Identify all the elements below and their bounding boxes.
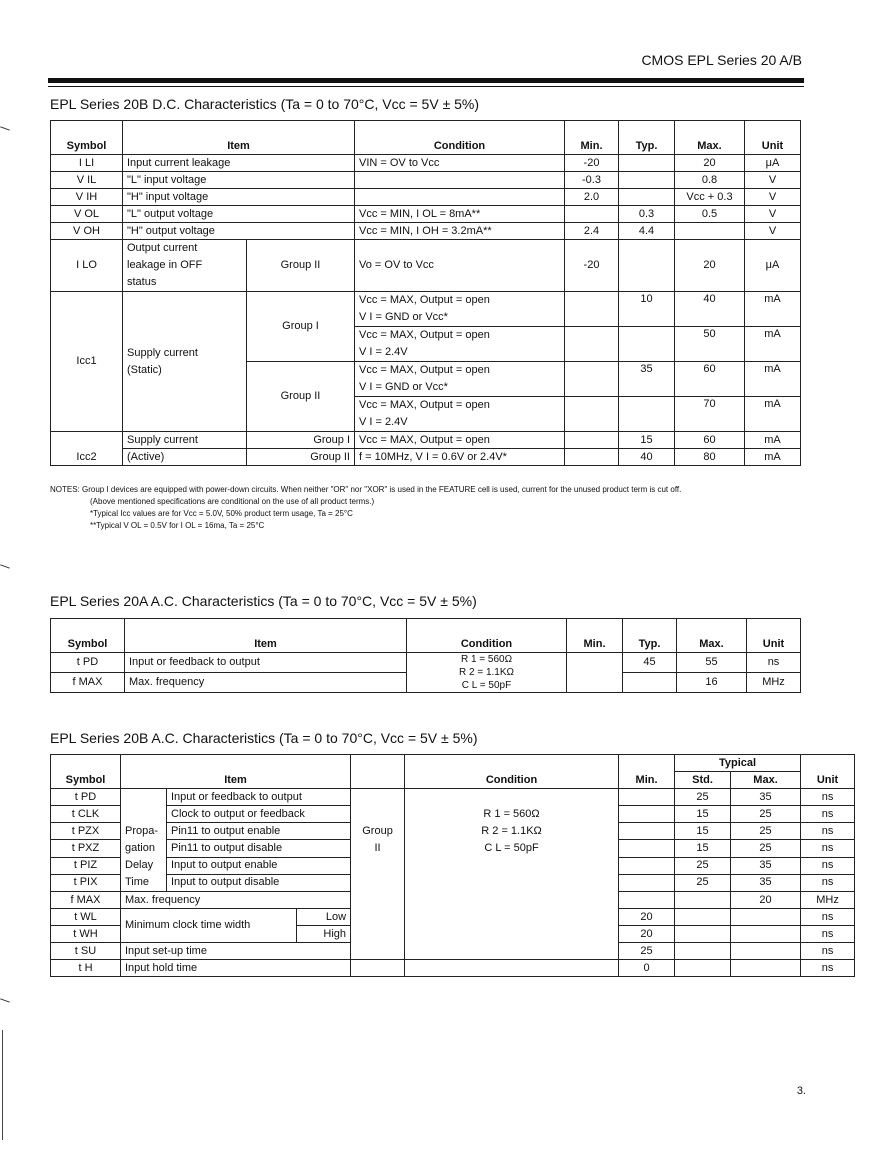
ac20b-header-max: Max. [731,772,801,789]
dc-icc1-min [565,362,619,397]
dc-icc1-cond-line: Vcc = MAX, Output = open [359,399,490,411]
dc-condition: Vcc = MIN, I OH = 3.2mA** [355,223,565,240]
ac20b-max: 25 [731,806,801,823]
dc-icc1-symbol: Icc1 [51,292,123,432]
ac20a-table [50,618,801,693]
ac20b-min: 0 [619,960,675,977]
ac20b-min: 20 [619,909,675,926]
ac20b-header-typical: Typical [675,755,801,772]
dc-header-min: Min. [565,121,619,155]
dc-typ [619,172,675,189]
dc-symbol: V IL [51,172,123,189]
dc-item: "H" output voltage [123,223,355,240]
dc-ilo-min: -20 [565,240,619,292]
ac20b-cond-line: C L = 50pF [484,842,539,854]
ac20a-typ: 45 [623,653,677,673]
dc-ilo-item [123,240,247,292]
ac20b-prop-label [121,789,167,892]
ac20b-unit: ns [801,840,855,857]
ac20a-typ [623,673,677,693]
dc-icc1-condition [355,292,565,327]
ac20b-symbol: t PXZ [51,840,121,857]
dc-header-max: Max. [675,121,745,155]
ac20b-unit: ns [801,943,855,960]
ac20a-header-row [51,619,801,653]
ac20a-header-unit: Unit [747,619,801,653]
ac20b-unit: ns [801,874,855,891]
dc-min: 2.4 [565,223,619,240]
dc-icc1-typ [619,397,675,432]
ac20b-group [351,789,405,960]
dc-header-condition: Condition [355,121,565,155]
dc-table [50,120,801,466]
dc-icc1-unit: mA [745,292,801,327]
ac20b-group-line [355,806,400,823]
dc-symbol: I LI [51,155,123,172]
ac20b-prop-line: gation [125,842,155,854]
page-number: 3. [796,1085,806,1097]
ac20b-max [731,909,801,926]
table-row [51,449,801,466]
ac20b-symbol: t PZX [51,823,121,840]
ac20a-item: Input or feedback to output [125,653,407,673]
margin-mark [0,564,10,568]
dc-ilo-symbol: I LO [51,240,123,292]
dc-max: 0.5 [675,206,745,223]
dc-min: -0.3 [565,172,619,189]
ac20b-symbol: t SU [51,943,121,960]
ac20b-max: 35 [731,874,801,891]
header-rule-thin [48,86,804,87]
ac20a-item: Max. frequency [125,673,407,693]
dc-unit: V [745,189,801,206]
ac20b-blank [351,960,405,977]
dc-icc1-max: 50 [675,327,745,362]
ac20a-cond-line: C L = 50pF [461,680,512,691]
ac20a-min [567,653,623,693]
ac20b-header-symbol: Symbol [51,755,121,789]
dc-ilo-item-line: leakage in OFF [127,259,203,271]
ac20b-group-line [355,789,400,806]
table-row [51,789,855,806]
dc-icc2-typ: 40 [619,449,675,466]
dc-icc1-unit: mA [745,362,801,397]
ac20b-std: 15 [675,840,731,857]
dc-icc2-max: 80 [675,449,745,466]
dc-icc1-cond-line: V I = 2.4V [359,346,408,358]
ac20b-max [731,926,801,943]
ac20b-group-line: Group [362,825,393,837]
ac20b-clock-item: Minimum clock time width [121,909,297,943]
dc-header-unit: Unit [745,121,801,155]
dc-ilo-condition: Vo = OV to Vcc [355,240,565,292]
dc-max [675,223,745,240]
dc-icc2-max: 60 [675,432,745,449]
ac20b-symbol: t PIZ [51,857,121,874]
dc-icc1-min [565,292,619,327]
dc-icc1-cond-line: Vcc = MAX, Output = open [359,329,490,341]
dc-ilo-max: 20 [675,240,745,292]
dc-typ [619,155,675,172]
dc-icc2-unit: mA [745,432,801,449]
ac20b-fmax-min [619,892,675,909]
ac20b-unit: ns [801,789,855,806]
table-row [51,189,801,206]
ac20b-unit: ns [801,909,855,926]
dc-icc1-cond-line: V I = GND or Vcc* [359,311,448,323]
dc-icc1-item-line: (Static) [127,363,162,376]
ac20b-item: Input or feedback to output [167,789,351,806]
dc-icc2-group: Group I [247,432,355,449]
ac20b-unit: ns [801,857,855,874]
ac20b-min [619,840,675,857]
table-row [51,155,801,172]
note-line: NOTES: Group I devices are equipped with power-down circuits. When neither "OR" nor "XOR" is used in the FEATURE cell is used, current for the unused product term is cut off. [50,485,682,494]
ac20b-symbol: t PD [51,789,121,806]
dc-icc1-cond-line: Vcc = MAX, Output = open [359,294,490,306]
dc-icc2-item: (Active) [123,449,247,466]
dc-icc1-min [565,397,619,432]
ac20b-prop-line [125,789,162,806]
ac20b-max: 35 [731,857,801,874]
dc-icc2-symbol: Icc2 [51,432,123,466]
ac20b-cond-line: R 1 = 560Ω [483,808,540,820]
ac20a-header-condition: Condition [407,619,567,653]
ac20a-condition [407,653,567,693]
dc-icc1-min [565,327,619,362]
table-row [51,960,855,977]
margin-mark [0,998,10,1002]
dc-icc1-max: 40 [675,292,745,327]
dc-condition: Vcc = MIN, I OL = 8mA** [355,206,565,223]
note-line: (Above mentioned specifications are conditional on the use of all product terms.) [90,497,375,506]
ac20b-max: 25 [731,840,801,857]
dc-header-item: Item [123,121,355,155]
dc-item: Input current leakage [123,155,355,172]
ac20b-unit: ns [801,926,855,943]
table-row [51,292,801,327]
ac20b-item: Input to output disable [167,874,351,891]
ac20b-std [675,960,731,977]
ac20b-condition [405,789,619,960]
dc-item: "L" output voltage [123,206,355,223]
dc-typ: 4.4 [619,223,675,240]
ac20a-symbol: f MAX [51,673,125,693]
ac20b-item: Pin11 to output disable [167,840,351,857]
table-row [51,206,801,223]
table-row [51,223,801,240]
dc-section-title: EPL Series 20B D.C. Characteristics (Ta = 0 to 70°C, Vcc = 5V ± 5%) [50,96,480,112]
ac20b-group-line: II [374,842,381,854]
dc-min: 2.0 [565,189,619,206]
dc-header-row [51,121,801,155]
dc-icc1-typ: 10 [619,292,675,327]
ac20b-item: Input hold time [121,960,351,977]
dc-icc2-item: Supply current [123,432,247,449]
ac20a-header-item: Item [125,619,407,653]
ac20b-std: 25 [675,874,731,891]
dc-unit: V [745,206,801,223]
dc-min [565,206,619,223]
ac20b-header-unit: Unit [801,755,855,789]
dc-icc1-typ: 35 [619,362,675,397]
dc-icc1-condition [355,397,565,432]
ac20b-fmax-symbol: f MAX [51,892,121,909]
dc-symbol: V OL [51,206,123,223]
ac20a-unit: MHz [747,673,801,693]
ac20b-prop-line: Time [125,876,150,888]
ac20b-fmax-max: 20 [731,892,801,909]
ac20a-max: 16 [677,673,747,693]
ac20b-header-item: Item [121,755,351,789]
ac20b-min [619,874,675,891]
ac20b-fmax-unit: MHz [801,892,855,909]
dc-condition [355,189,565,206]
margin-mark [0,126,10,130]
dc-unit: μA [745,155,801,172]
ac20b-unit: ns [801,823,855,840]
ac20b-max: 25 [731,823,801,840]
ac20a-header-min: Min. [567,619,623,653]
ac20a-header-typ: Typ. [623,619,677,653]
ac20b-cond-line: R 2 = 1.1KΩ [481,825,542,837]
ac20b-min [619,823,675,840]
ac20b-item: Pin11 to output enable [167,823,351,840]
dc-icc1-max: 60 [675,362,745,397]
dc-condition [355,172,565,189]
dc-condition: VIN = OV to Vcc [355,155,565,172]
dc-icc1-cond-line: V I = GND or Vcc* [359,381,448,393]
ac20a-header-symbol: Symbol [51,619,125,653]
ac20a-header-max: Max. [677,619,747,653]
dc-ilo-typ [619,240,675,292]
dc-icc2-min [565,449,619,466]
ac20a-symbol: t PD [51,653,125,673]
ac20a-cond-line: R 1 = 560Ω [460,654,513,665]
dc-icc1-max: 70 [675,397,745,432]
ac20b-prop-line [125,806,162,823]
ac20b-fmax-item: Max. frequency [121,892,351,909]
note-line: **Typical V OL = 0.5V for I OL = 16ma, Ta = 25°C [90,521,265,530]
ac20a-section-title: EPL Series 20A A.C. Characteristics (Ta = 0 to 70°C, Vcc = 5V ± 5%) [50,593,477,609]
ac20b-symbol: t WL [51,909,121,926]
ac20b-std [675,909,731,926]
header-rule-thick [48,78,804,83]
ac20b-table [50,754,855,977]
ac20b-max: 35 [731,789,801,806]
dc-icc1-unit: mA [745,397,801,432]
ac20b-unit: ns [801,806,855,823]
ac20b-header-row [51,755,855,772]
ac20b-std: 15 [675,806,731,823]
dc-ilo-item-line: status [127,276,157,288]
dc-unit: V [745,223,801,240]
table-row [51,653,801,673]
ac20b-max [731,943,801,960]
dc-ilo-item-line: Output current [127,242,198,254]
dc-min: -20 [565,155,619,172]
ac20b-cond-line [409,789,614,806]
dc-icc2-min [565,432,619,449]
ac20b-std: 15 [675,823,731,840]
dc-max: 20 [675,155,745,172]
dc-icc1-typ [619,327,675,362]
dc-icc2-unit: mA [745,449,801,466]
dc-icc2-group: Group II [247,449,355,466]
dc-symbol: V IH [51,189,123,206]
ac20b-symbol: t WH [51,926,121,943]
ac20b-section-title: EPL Series 20B A.C. Characteristics (Ta = 0 to 70°C, Vcc = 5V ± 5%) [50,730,478,746]
ac20a-cond-line: R 2 = 1.1KΩ [458,667,514,678]
ac20b-std: 25 [675,789,731,806]
dc-notes [50,484,790,532]
ac20b-max [731,960,801,977]
ac20b-min [619,857,675,874]
dc-icc1-group2: Group II [247,362,355,432]
ac20b-fmax-std [675,892,731,909]
note-line: *Typical Icc values are for Vcc = 5.0V, 50% product term usage, Ta = 25°C [90,509,353,518]
dc-icc1-cond-line: V I = 2.4V [359,416,408,428]
dc-icc1-cond-line: Vcc = MAX, Output = open [359,364,490,376]
ac20b-header-min: Min. [619,755,675,789]
dc-item: "H" input voltage [123,189,355,206]
dc-typ: 0.3 [619,206,675,223]
margin-line [2,1030,3,1140]
ac20b-prop-line: Propa- [125,825,159,837]
ac20b-header-blank [351,755,405,789]
dc-icc1-item-line: Supply current [127,346,198,359]
header-title: CMOS EPL Series 20 A/B [641,52,802,68]
table-row [51,240,801,292]
dc-header-symbol: Symbol [51,121,123,155]
ac20b-std [675,943,731,960]
ac20b-min: 25 [619,943,675,960]
ac20b-prop-line: Delay [125,859,154,871]
dc-header-typ: Typ. [619,121,675,155]
ac20b-unit: ns [801,960,855,977]
dc-icc1-condition [355,362,565,397]
dc-icc1-unit: mA [745,327,801,362]
ac20b-blank [405,960,619,977]
ac20b-min [619,806,675,823]
ac20b-header-condition: Condition [405,755,619,789]
ac20a-max: 55 [677,653,747,673]
ac20b-std: 25 [675,857,731,874]
ac20b-item: Clock to output or feedback [167,806,351,823]
ac20b-symbol: t PIX [51,874,121,891]
dc-max: Vcc + 0.3 [675,189,745,206]
dc-item: "L" input voltage [123,172,355,189]
table-row [51,432,801,449]
ac20b-symbol: t CLK [51,806,121,823]
dc-unit: V [745,172,801,189]
table-row [51,172,801,189]
ac20b-clock-high: High [297,926,351,943]
ac20b-symbol: t H [51,960,121,977]
ac20a-unit: ns [747,653,801,673]
ac20b-min: 20 [619,926,675,943]
dc-typ [619,189,675,206]
dc-max: 0.8 [675,172,745,189]
ac20b-std [675,926,731,943]
dc-ilo-unit: μA [745,240,801,292]
dc-icc1-item [123,292,247,432]
ac20b-item: Input to output enable [167,857,351,874]
dc-ilo-group: Group II [247,240,355,292]
ac20b-min [619,789,675,806]
ac20b-clock-low: Low [297,909,351,926]
dc-icc2-typ: 15 [619,432,675,449]
dc-icc2-condition: f = 10MHz, V I = 0.6V or 2.4V* [355,449,565,466]
ac20b-header-std: Std. [675,772,731,789]
dc-symbol: V OH [51,223,123,240]
dc-icc2-condition: Vcc = MAX, Output = open [355,432,565,449]
dc-icc1-group1: Group I [247,292,355,362]
dc-icc1-condition [355,327,565,362]
ac20b-item: Input set-up time [121,943,351,960]
